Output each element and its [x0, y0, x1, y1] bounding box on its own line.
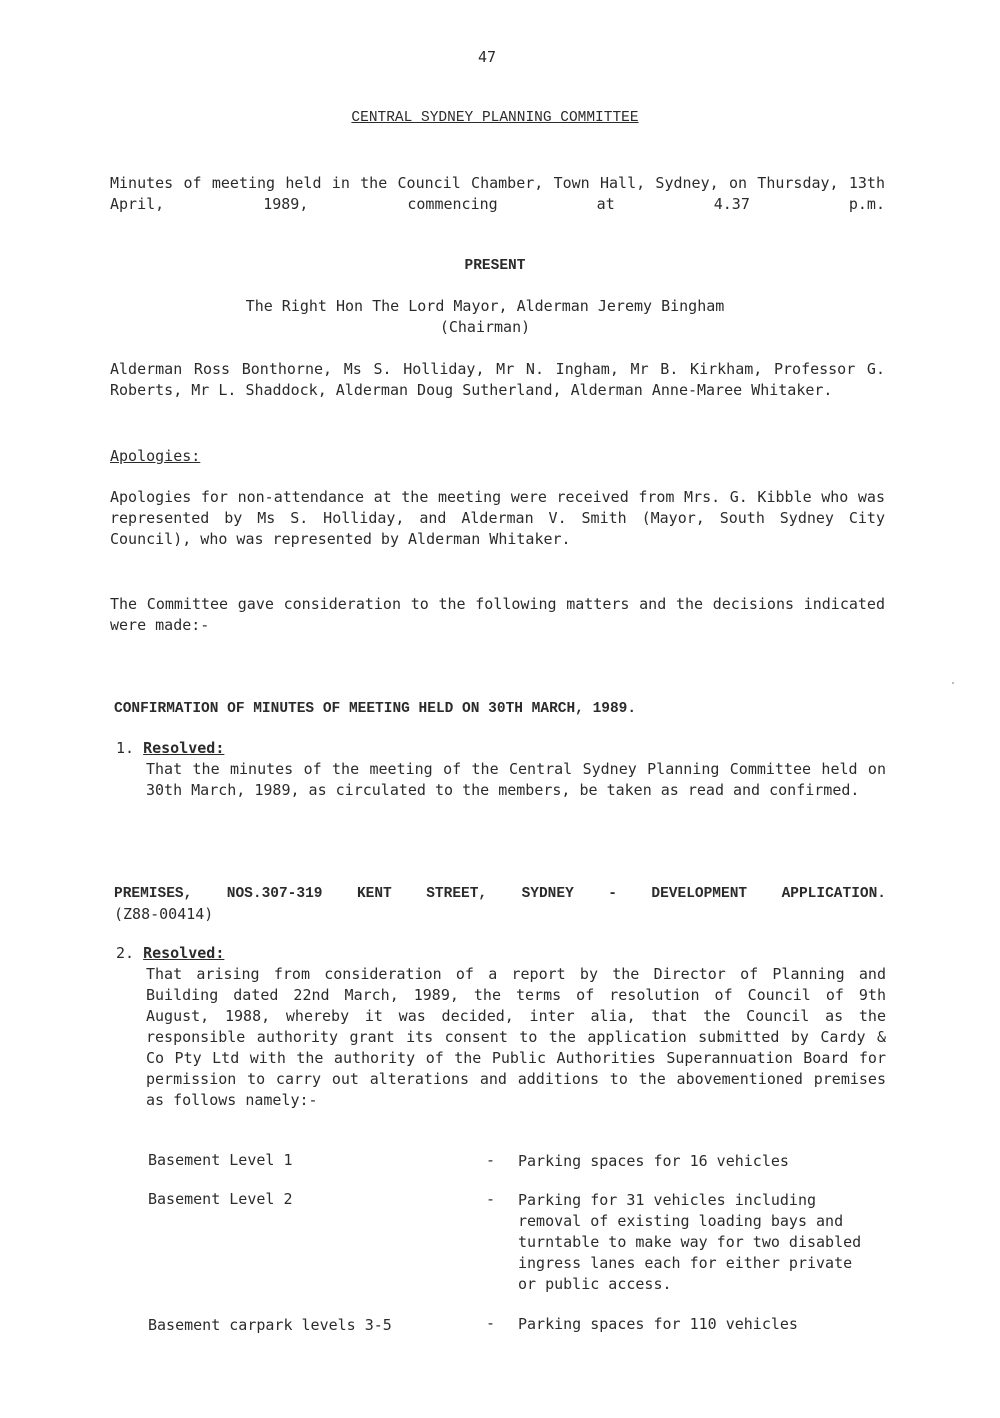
apologies-heading: Apologies: [110, 447, 201, 465]
level-2-description: Parking for 31 vehicles including removal of existing loading bays and turntable to make way for two disabled ingress lanes each for either private or public access. [518, 1191, 862, 1293]
item-1-number [116, 739, 224, 757]
document-title: CENTRAL SYDNEY PLANNING COMMITTEE [351, 110, 639, 126]
chairman-line-1: The Right Hon The Lord Mayor, Alderman Jeremy Bingham [245, 297, 725, 315]
item-2-number [116, 944, 224, 962]
section-1-heading: CONFIRMATION OF MINUTES OF MEETING HELD ON 30TH MARCH, 1989. [114, 701, 637, 717]
level-3-label: Basement carpark levels 3-5 [148, 1316, 392, 1334]
item-1-num: 1. [116, 739, 135, 757]
level-1-dash: - [486, 1151, 496, 1169]
page-number: 47 [478, 48, 497, 66]
scan-speck [952, 682, 954, 684]
level-3-description: Parking spaces for 110 vehicles [518, 1315, 798, 1333]
apologies-paragraph: Apologies for non-attendance at the meeting were received from Mrs. G. Kibble who was represented by Ms S. Holliday, and Alderman V. Smith (Mayor, South Sydney City Council), who was represented by Alderman Whitaker. [110, 488, 885, 548]
item-2-text: That arising from consideration of a report by the Director of Planning and Building dated 22nd March, 1989, the terms of resolution of Council of 9th August, 1988, whereby it was decided, inter alia, that the Council as the responsible authority grant its consent to the application submitted by Cardy & Co Pty Ltd with the authority of the Public Authorities Superannuation Board for permission to carry out alterations and additions to the abovementioned premises as follows namely:- [146, 965, 886, 1109]
level-2-dash: - [486, 1190, 496, 1208]
level-2-label: Basement Level 2 [148, 1190, 293, 1208]
item-1-resolved: Resolved: [143, 739, 225, 757]
committee-paragraph: The Committee gave consideration to the following matters and the decisions indicated were made:- [110, 595, 885, 634]
members-paragraph: Alderman Ross Bonthorne, Ms S. Holliday, Mr N. Ingham, Mr B. Kirkham, Professor G. Roberts, Mr L. Shaddock, Alderman Doug Sutherland, Alderman Anne-Maree Whitaker. [110, 360, 885, 399]
level-1-label: Basement Level 1 [148, 1151, 293, 1169]
present-heading: PRESENT [464, 258, 526, 274]
section-2-heading-line-1: PREMISES, NOS.307-319 KENT STREET, SYDNEY - DEVELOPMENT APPLICATION. [114, 886, 886, 902]
level-3-dash: - [486, 1314, 496, 1332]
item-1-text: That the minutes of the meeting of the Central Sydney Planning Committee held on 30th March, 1989, as circulated to the members, be taken as read and confirmed. [146, 760, 886, 799]
intro-paragraph: Minutes of meeting held in the Council Chamber, Town Hall, Sydney, on Thursday, 13th April, 1989, commencing at 4.37 p.m. [110, 174, 885, 213]
item-2-num: 2. [116, 944, 135, 962]
section-2-heading-line-2: (Z88-00414) [114, 905, 214, 923]
level-1-description: Parking spaces for 16 vehicles [518, 1152, 789, 1170]
chairman-line-2: (Chairman) [439, 318, 531, 336]
item-2-resolved: Resolved: [143, 944, 225, 962]
